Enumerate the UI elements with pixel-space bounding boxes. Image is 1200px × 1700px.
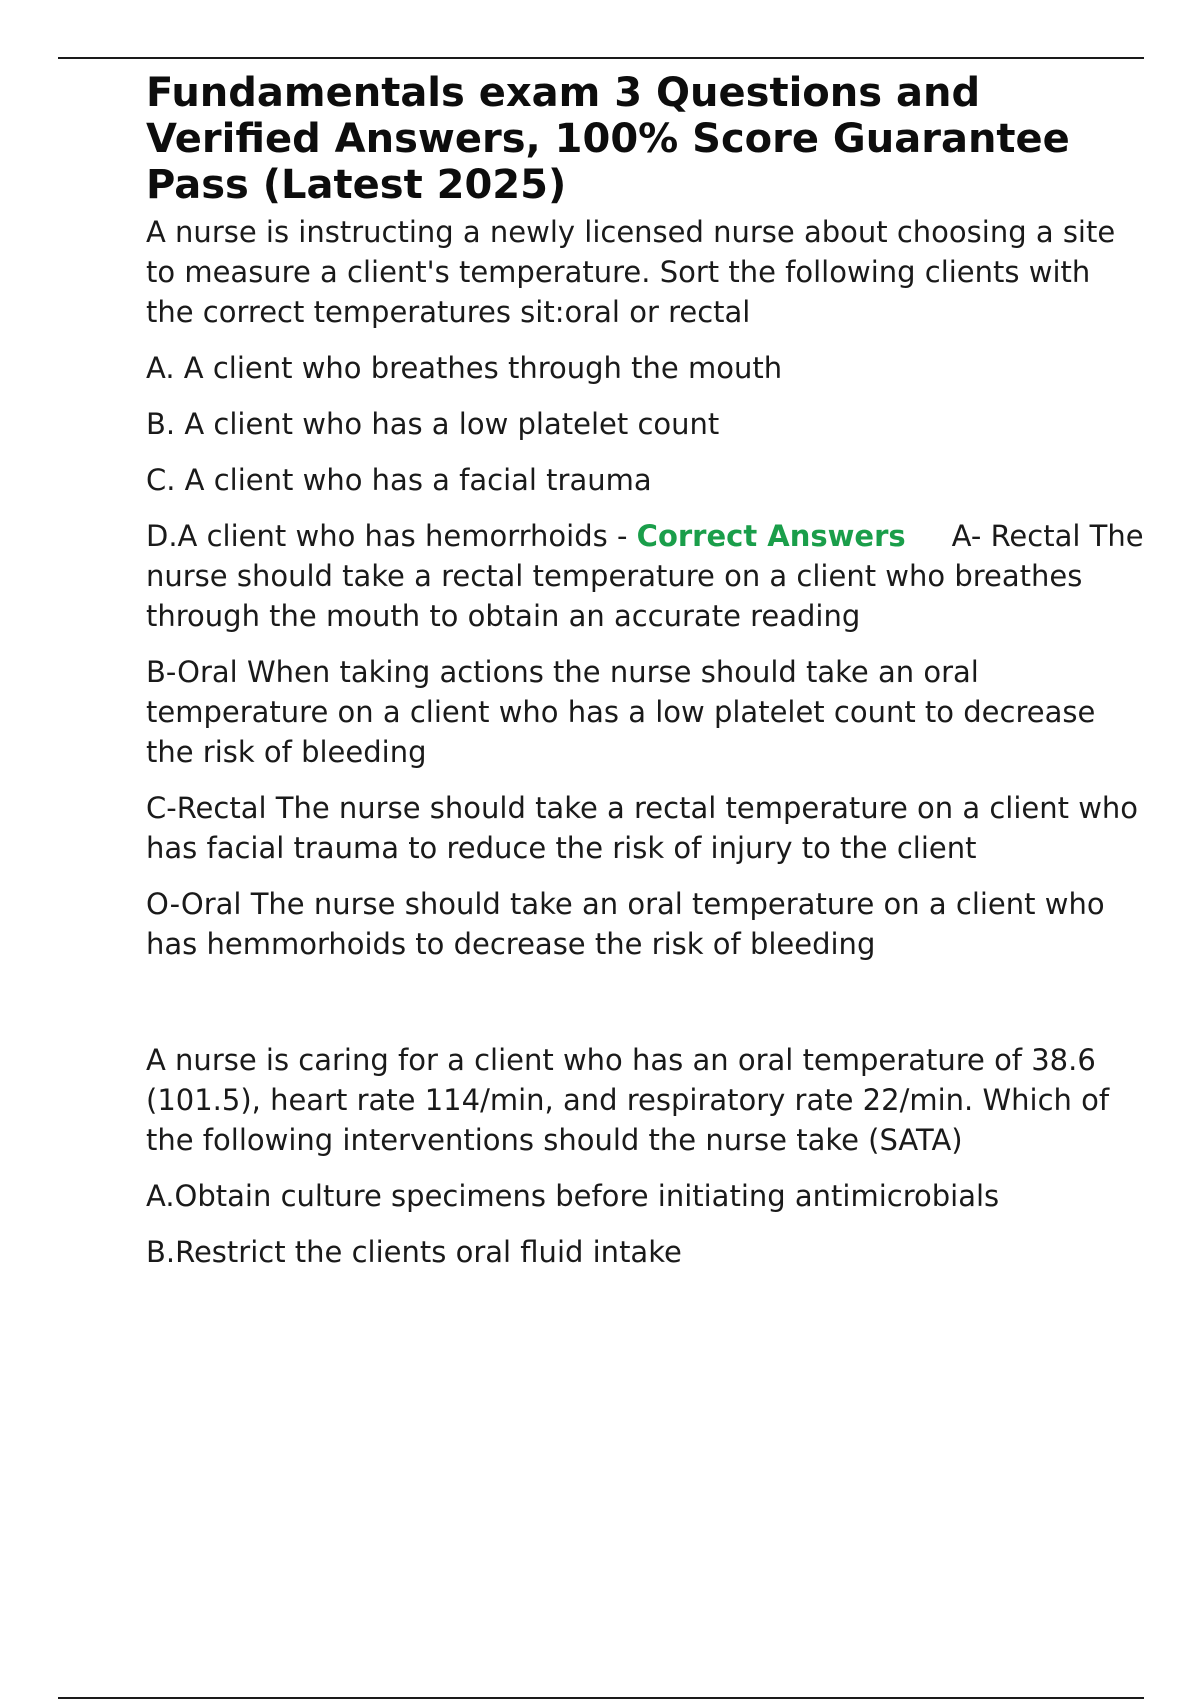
question-2-option-a: A.Obtain culture specimens before initiating antimicrobials [146,1179,1000,1213]
question-1-option-a: A. A client who breathes through the mouth [146,351,783,385]
question-1-stem: A nurse is instructing a newly licensed nurse about choosing a site to measure a client's temperature. Sort the following clients with the correct temperatures sit:oral or rectal [146,215,1116,329]
bottom-rule [58,1697,1144,1699]
question-2-option-b: B.Restrict the clients oral fluid intake [146,1235,682,1269]
document-title: Fundamentals exam 3 Questions and Verified Answers, 100% Score Guarantee Pass (Latest 2025) [146,70,1070,208]
answer-c: C-Rectal The nurse should take a rectal temperature on a client who has facial trauma to reduce the risk of injury to the client [146,791,1139,865]
answer-b: B-Oral When taking actions the nurse should take an oral temperature on a client who has a low platelet count to decrease the risk of bleeding [146,655,1096,769]
top-rule [58,57,1144,59]
question-1-option-b: B. A client who has a low platelet count [146,407,720,441]
answer-d: O-Oral The nurse should take an oral temperature on a client who has hemmorhoids to decrease the risk of bleeding [146,887,1105,961]
question-2-stem: A nurse is caring for a client who has an oral temperature of 38.6 (101.5), heart rate 114/min, and respiratory rate 22/min. Which of the following interventions should the nurse take (SATA) [146,1043,1110,1157]
document-body [146,70,1146,1272]
correct-answers-label: Correct Answers [636,519,906,553]
question-1-option-d: D.A client who has hemorrhoids - [146,519,637,553]
answer-a-lead: A- [951,519,982,553]
answer-a-rest: Rectal The nurse should take a rectal temperature on a client who breathes through the mouth to obtain an accurate reading [146,519,1144,633]
question-1-option-c: C. A client who has a facial trauma [146,463,652,497]
question-1-option-d-with-answers [146,516,1146,636]
